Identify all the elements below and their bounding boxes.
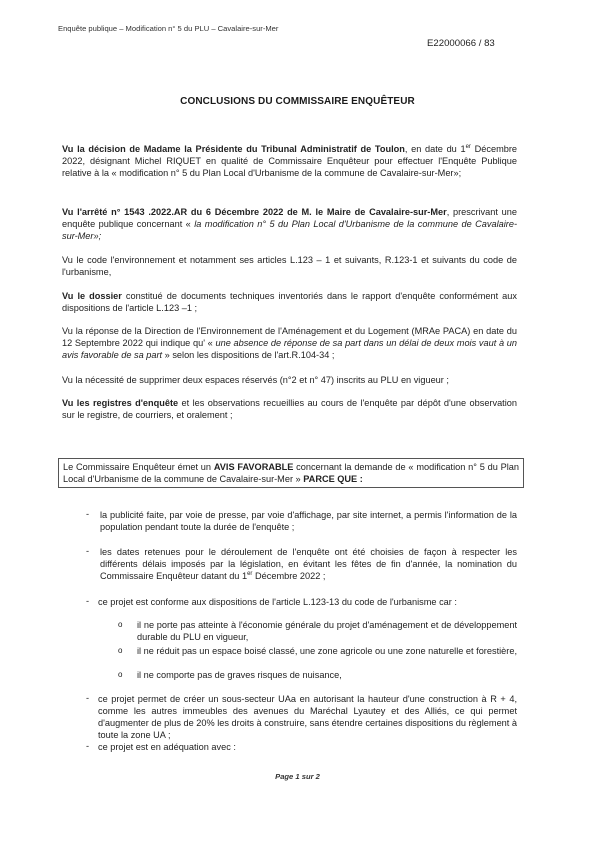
- paragraph-arrete: Vu l'arrêté n° 1543 .2022.AR du 6 Décembre 2022 de M. le Maire de Cavalaire-sur-Mer, prescrivant une enquête publique concernant « la modification n° 5 du Plan Local d'Urbanisme de la commune de Cavalaire-sur-Mer»;: [62, 207, 518, 242]
- paragraph-decision: Vu la décision de Madame la Présidente du Tribunal Administratif de Toulon, en date du 1er Décembre 2022, désignant Michel RIQUET en qualité de Commissaire Enquêteur pour effectuer l'Enquête Publique relative à la « modification n° 5 du Plan Local d'Urbanisme de la commune de Cavalaire-sur-Mer»;: [62, 143, 517, 179]
- sub-reason-padd: il ne porte pas atteinte à l'économie générale du projet d'aménagement et de développement durable du PLU en vigueur,: [137, 620, 517, 643]
- circle-bullet: o: [118, 620, 123, 629]
- avis-favorable: AVIS FAVORABLE: [213, 462, 294, 472]
- dash-bullet: -: [86, 596, 90, 606]
- reason-dates: les dates retenues pour le déroulement de l'enquête ont été choisies de façon à respecter les différents délais imposés par la législation, en évitant les fêtes de fin d'année, la nomination du Commissaire Enquêteur datant du 1er Décembre 2022 ;: [100, 547, 517, 582]
- running-header: Enquête publique – Modification n° 5 du PLU – Cavalaire-sur-Mer: [58, 24, 279, 33]
- dash-bullet: -: [86, 693, 90, 703]
- case-reference: E22000066 / 83: [427, 38, 495, 49]
- decision-bold: Vu la décision de Madame la Présidente du Tribunal Administratif de Toulon: [62, 144, 405, 154]
- paragraph-code: Vu le code l'environnement et notamment ses articles L.123 – 1 et suivants, R.123-1 et suivants du code de l'urbanisme,: [62, 255, 517, 278]
- conclusion-box: Le Commissaire Enquêteur émet un AVIS FAVORABLE concernant la demande de « modification n° 5 du Plan Local d'Urbanisme de la commune de Cavalaire-sur-Mer » PARCE QUE :: [58, 458, 524, 488]
- circle-bullet: o: [118, 670, 123, 679]
- sub-reason-ebc: il ne réduit pas un espace boisé classé, une zone agricole ou une zone naturelle et forestière,: [137, 646, 517, 656]
- paragraph-espaces: Vu la nécessité de supprimer deux espaces réservés (n°2 et n° 47) inscrits au PLU en vigueur ;: [62, 375, 449, 385]
- dash-bullet: -: [86, 546, 90, 556]
- reason-publicite: la publicité faite, par voie de presse, par voie d'affichage, par site internet, a permis l'information de la population pendant toute la durée de l'enquête ;: [100, 510, 517, 533]
- dash-bullet: -: [86, 509, 90, 519]
- dash-bullet: -: [86, 741, 90, 751]
- paragraph-dossier: Vu le dossier constitué de documents techniques inventoriés dans le rapport d'enquête conformément aux dispositions de l'article L.123 –1 ;: [62, 291, 517, 314]
- page-number: Page 1 sur 2: [275, 772, 320, 781]
- page-title: CONCLUSIONS DU COMMISSAIRE ENQUÊTEUR: [180, 96, 415, 107]
- paragraph-mrae: Vu la réponse de la Direction de l'Environnement de l'Aménagement et du Logement (MRAe PACA) en date du 12 Septembre 2022 qui indique qu' « une absence de réponse de sa part dans un délai de deux mois vaut à un avis favorable de sa part » selon les dispositions de l'art.R.104-34 ;: [62, 326, 517, 361]
- sub-reason-nuisance: il ne comporte pas de graves risques de nuisance,: [137, 670, 342, 680]
- reason-adequation: ce projet est en adéquation avec :: [98, 742, 236, 752]
- paragraph-registres: Vu les registres d'enquête et les observations recueillies au cours de l'enquête par dépôt d'une observation sur le registre, de courriers, et oralement ;: [62, 398, 517, 421]
- reason-conforme: ce projet est conforme aux dispositions de l'article L.123-13 du code de l'urbanisme car :: [98, 597, 457, 607]
- arrete-bold: Vu l'arrêté n° 1543 .2022.AR du 6 Décembre 2022 de M. le Maire de Cavalaire-sur-Mer: [62, 207, 447, 217]
- reason-sous-secteur: ce projet permet de créer un sous-secteur UAa en autorisant la hauteur d'une construction à R + 4, comme les autres immeubles des avenues du Maréchal Lyautey et des Alliés, ce qui permet d'augmenter de plus de 20% les droits à construire, sans étendre certaines dispositions du règlement à toute la zone UA ;: [98, 694, 518, 741]
- circle-bullet: o: [118, 646, 123, 655]
